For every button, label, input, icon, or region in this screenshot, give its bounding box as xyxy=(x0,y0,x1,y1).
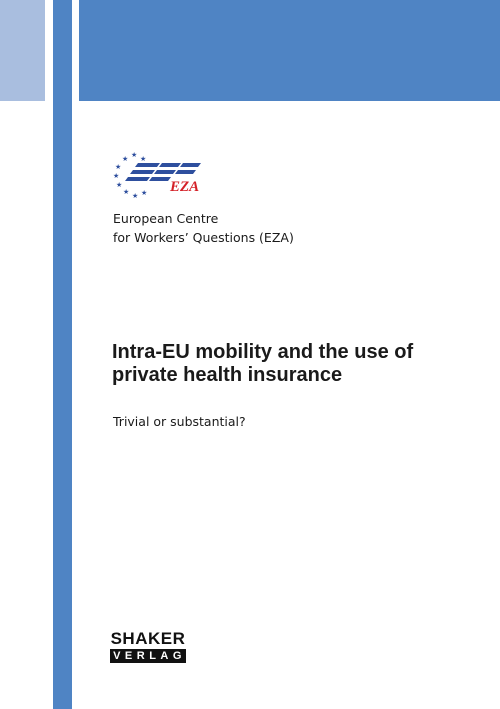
publisher-logo xyxy=(110,630,186,663)
eza-logo xyxy=(111,148,211,200)
svg-text:★: ★ xyxy=(123,188,130,196)
svg-text:★: ★ xyxy=(122,155,129,163)
svg-text:★: ★ xyxy=(131,151,138,159)
corner-color-block xyxy=(0,0,45,101)
top-color-band xyxy=(79,0,500,101)
svg-text:★: ★ xyxy=(115,163,122,171)
svg-text:★: ★ xyxy=(113,172,120,180)
vertical-color-bar xyxy=(53,0,72,709)
svg-text:★: ★ xyxy=(140,155,147,163)
organization-name-line2: for Workers’ Questions (EZA) xyxy=(113,230,294,245)
book-title-line1: Intra-EU mobility and the use of xyxy=(112,341,414,363)
svg-text:★: ★ xyxy=(141,189,148,197)
organization-name xyxy=(113,209,373,247)
eu-stars-ring xyxy=(113,151,147,200)
publisher-name: SHAKER xyxy=(110,629,186,648)
logo-lettering: EZA xyxy=(170,179,200,195)
publisher-imprint: VERLAG xyxy=(110,649,186,663)
svg-text:★: ★ xyxy=(116,181,123,189)
organization-name-line1: European Centre xyxy=(113,211,219,226)
svg-text:★: ★ xyxy=(132,192,139,200)
book-title-line2: private health insurance xyxy=(112,364,343,386)
book-subtitle: Trivial or substantial? xyxy=(113,414,246,429)
book-title xyxy=(112,341,472,387)
